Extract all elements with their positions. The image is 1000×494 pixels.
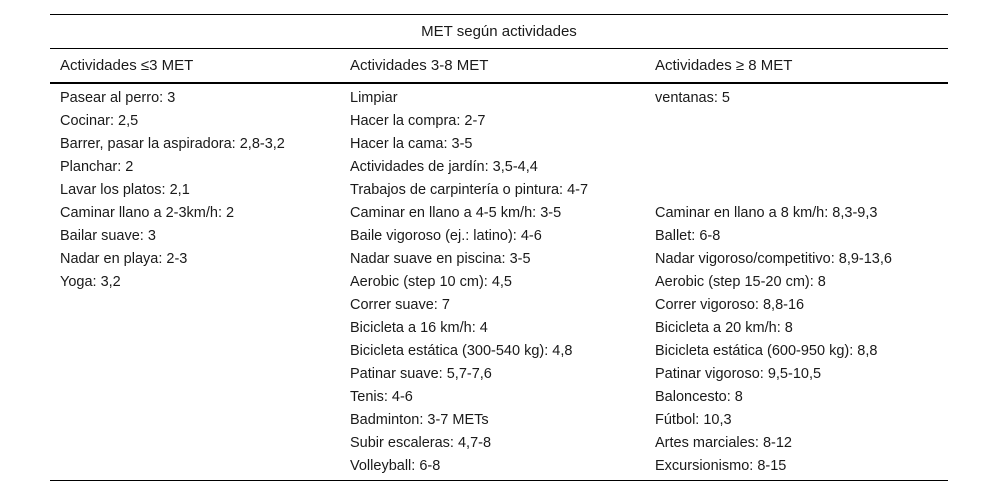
table-cell (60, 455, 340, 478)
table-cell: Lavar los platos: 2,1 (60, 182, 190, 198)
table-cell: Patinar suave: 5,7-7,6 (350, 366, 492, 382)
table-cell: Artes marciales: 8-12 (655, 435, 792, 451)
table-caption: MET según actividades (421, 23, 577, 40)
table-cell (60, 432, 340, 455)
table-cell (60, 363, 340, 386)
table-cell (60, 340, 340, 363)
table-cell: Hacer la cama: 3-5 (350, 136, 473, 152)
table-cell: Baloncesto: 8 (655, 389, 743, 405)
table-cell (655, 133, 948, 156)
table-cell: Ballet: 6-8 (655, 228, 721, 244)
table-cell: Caminar llano a 2-3km/h: 2 (60, 205, 235, 221)
table-cell: Bicicleta a 16 km/h: 4 (350, 320, 488, 336)
table-cell: Nadar vigoroso/competitivo: 8,9-13,6 (655, 251, 892, 267)
table-cell (655, 110, 948, 133)
table-body (50, 84, 948, 478)
table-cell (60, 317, 340, 340)
table-cell: Aerobic (step 15-20 cm): 8 (655, 274, 826, 290)
table-cell: Bicicleta estática (300-540 kg): 4,8 (350, 343, 573, 359)
table-cell: Pasear al perro: 3 (60, 90, 176, 106)
table-cell (60, 294, 340, 317)
table-cell: Actividades de jardín: 3,5-4,4 (350, 159, 538, 175)
table-cell: Caminar en llano a 8 km/h: 8,3-9,3 (655, 205, 878, 221)
table-cell: Trabajos de carpintería o pintura: 4-7 (350, 182, 589, 198)
column-low-met (50, 87, 340, 478)
table-cell: Correr vigoroso: 8,8-16 (655, 297, 805, 313)
column-high-met (645, 87, 948, 478)
table-cell: Yoga: 3,2 (60, 274, 121, 290)
table-cell: Barrer, pasar la aspiradora: 2,8-3,2 (60, 136, 285, 152)
table-cell: Baile vigoroso (ej.: latino): 4-6 (350, 228, 542, 244)
met-table (50, 14, 948, 481)
table-cell: Excursionismo: 8-15 (655, 458, 787, 474)
table-bottom-rule (50, 480, 948, 481)
table-cell: Bailar suave: 3 (60, 228, 156, 244)
header-high-met: Actividades ≥ 8 MET (655, 57, 793, 74)
table-cell: Nadar en playa: 2-3 (60, 251, 188, 267)
table-cell: Cocinar: 2,5 (60, 113, 139, 129)
table-cell: ventanas: 5 (655, 90, 730, 106)
table-cell: Patinar vigoroso: 9,5-10,5 (655, 366, 822, 382)
column-mid-met (340, 87, 645, 478)
table-cell: Badminton: 3-7 METs (350, 412, 489, 428)
table-cell (655, 156, 948, 179)
table-cell: Aerobic (step 10 cm): 4,5 (350, 274, 512, 290)
table-cell: Subir escaleras: 4,7-8 (350, 435, 492, 451)
header-row (50, 49, 948, 82)
table-cell: Nadar suave en piscina: 3-5 (350, 251, 531, 267)
table-cell (655, 179, 948, 202)
table-cell: Tenis: 4-6 (350, 389, 413, 405)
table-cell (60, 409, 340, 432)
header-mid-met: Actividades 3-8 MET (350, 57, 489, 74)
table-cell: Caminar en llano a 4-5 km/h: 3-5 (350, 205, 562, 221)
table-cell: Correr suave: 7 (350, 297, 450, 313)
table-cell: Volleyball: 6-8 (350, 458, 441, 474)
table-cell: Hacer la compra: 2-7 (350, 113, 486, 129)
header-low-met: Actividades ≤3 MET (60, 57, 194, 74)
table-cell: Bicicleta a 20 km/h: 8 (655, 320, 793, 336)
table-cell: Bicicleta estática (600-950 kg): 8,8 (655, 343, 878, 359)
table-cell (60, 386, 340, 409)
table-cell: Planchar: 2 (60, 159, 134, 175)
table-cell: Fútbol: 10,3 (655, 412, 732, 428)
table-cell: Limpiar (350, 90, 398, 106)
